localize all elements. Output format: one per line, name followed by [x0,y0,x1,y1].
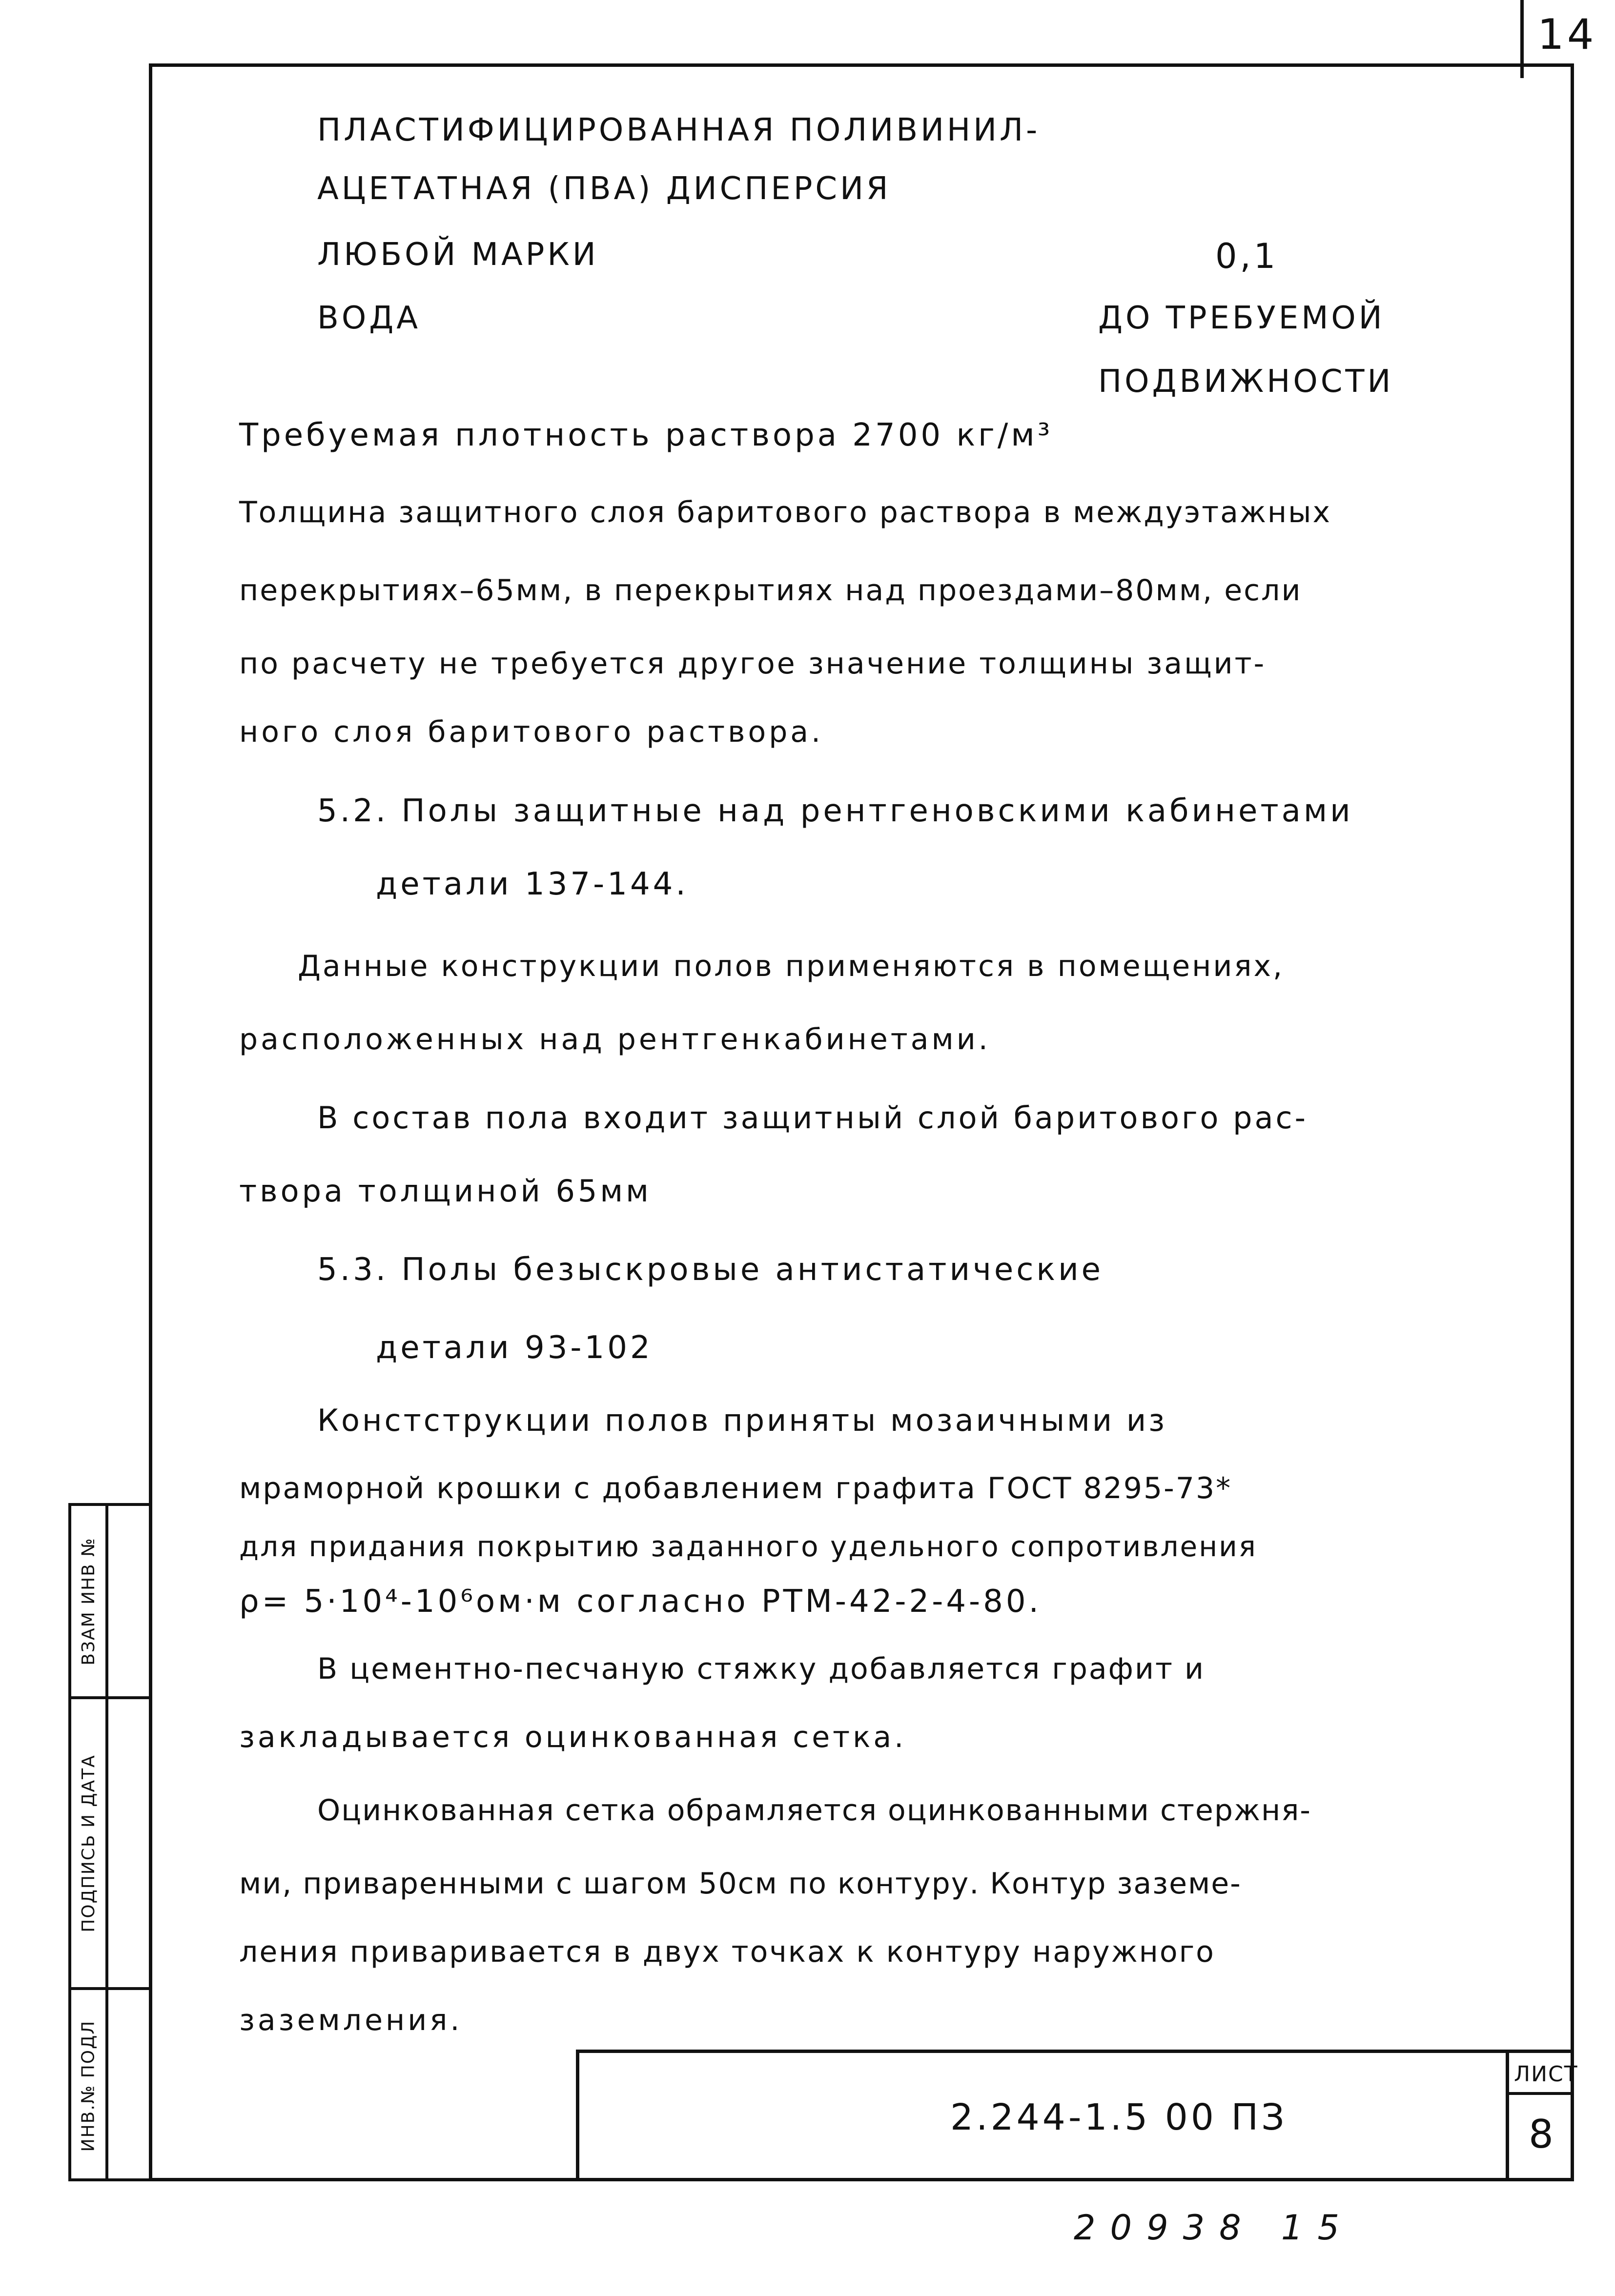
text-line: В цементно-песчаную стяжку добавляется графит и [317,1652,1205,1686]
text-line: Констструкции полов приняты мозаичными из [317,1402,1167,1438]
text-line: ПЛАСТИФИЦИРОВАННАЯ ПОЛИВИНИЛ- [317,112,1041,148]
text-line: детали 137-144. [376,866,689,902]
text-line: АЦЕТАТНАЯ (ПВА) ДИСПЕРСИЯ [317,171,891,207]
section-heading: 5.2. Полы защитные над рентгеновскими кабинетами [317,793,1353,829]
text-line: для придания покрытию заданного удельного сопротивления [239,1530,1257,1563]
section-heading: 5.3. Полы безыскровые антистатические [317,1252,1104,1288]
sidebar-cell-vzam [71,1506,105,1696]
text-line: ного слоя баритового раствора. [239,715,824,749]
sidebar-cell-inv [71,1990,105,2181]
sheet-separator [1509,2092,1574,2095]
text-line: ЛЮБОЙ МАРКИ [317,237,599,273]
page-number: 14 [1537,10,1597,59]
text-line: закладывается оцинкованная сетка. [239,1720,907,1754]
text-line: перекрытиях–65мм, в перекрытиях над проездами–80мм, если [239,573,1302,608]
text-line: ДО ТРЕБУЕМОЙ [1098,300,1385,336]
sheet-number: 8 [1529,2112,1554,2157]
text-line: Данные конструкции полов применяются в помещениях, [298,949,1285,983]
text-line: заземления. [239,2003,463,2037]
text-line: расположенных над рентгенкабинетами. [239,1022,991,1057]
sidebar-stamp [68,1503,152,2181]
sheet-label: ЛИСТ [1514,2062,1578,2087]
text-line: ления приваривается в двух точках к контуру наружного [239,1935,1215,1969]
text-line: Толщина защитного слоя баритового раствора в междуэтажных [239,495,1332,529]
sidebar-label-inv: ИНВ.№ ПОДЛ [78,2020,99,2152]
text-line: 0,1 [1215,236,1279,276]
text-line: ми, приваренными с шагом 50см по контуру. Контур заземе- [239,1867,1242,1901]
title-block [576,2050,1578,2181]
text-line: В состав пола входит защитный слой баритового рас- [317,1100,1308,1136]
archive-number: 20938 15 [1074,2208,1354,2248]
text-line: Требуемая плотность раствора 2700 кг/м³ [239,417,1053,453]
text-line: ρ= 5·10⁴-10⁶ом·м согласно РТМ-42-2-4-80. [239,1584,1042,1620]
text-line: твора толщиной 65мм [239,1173,652,1209]
text-line: мраморной крошки с добавлением графита ГОСТ 8295-73* [239,1471,1232,1505]
sidebar-label-podpis: ПОДПИСЬ И ДАТА [78,1754,99,1932]
sidebar-column-line [105,1506,108,2178]
text-line: по расчету не требуется другое значение толщины защит- [239,647,1267,681]
text-line: ПОДВИЖНОСТИ [1098,364,1394,400]
text-line: ВОДА [317,300,421,336]
document-code: 2.244-1.5 00 ПЗ [950,2096,1288,2138]
sheet-column [1506,2053,1578,2181]
sidebar-cell-podpis [71,1699,105,1987]
sidebar-label-vzam: ВЗАМ ИНВ № [78,1537,99,1666]
text-line: Оцинкованная сетка обрамляется оцинкованными стержня- [317,1793,1311,1828]
text-line: детали 93-102 [376,1330,653,1366]
